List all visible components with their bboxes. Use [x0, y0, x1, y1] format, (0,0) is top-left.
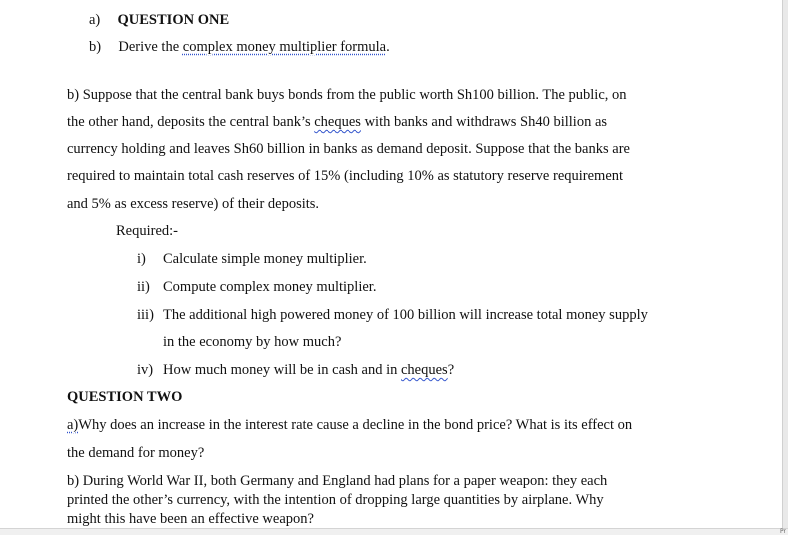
- vertical-scrollbar[interactable]: [782, 0, 788, 535]
- required-item-4-suffix: ?: [447, 362, 455, 378]
- item-b-label: b): [89, 39, 102, 55]
- required-item-4-text: How much money will be in cash and in: [163, 362, 401, 378]
- required-item-1-label: i): [137, 251, 146, 267]
- question-two-a-line-1: [67, 416, 632, 434]
- required-item-1-text: Calculate simple money multiplier.: [163, 251, 367, 267]
- required-item-3: [137, 306, 648, 324]
- question-two-b-line-3: might this have been an effective weapon?: [67, 511, 314, 527]
- required-item-2: [137, 278, 376, 296]
- question-two-a-label: a): [67, 417, 79, 433]
- question-two-b-line-1: b) During World War II, both Germany and England had plans for a paper weapon: they each: [67, 473, 608, 489]
- paragraph-line-5: and 5% as excess reserve) of their deposits.: [67, 196, 320, 212]
- paragraph-line-2: [67, 113, 607, 131]
- question-two-b-line-2: printed the other’s currency, with the intention of dropping large quantities by airplane. Why: [67, 492, 604, 508]
- required-item-4-label: iv): [137, 362, 154, 378]
- required-heading: Required:-: [116, 223, 179, 239]
- derive-suffix: .: [386, 39, 390, 55]
- corner-status-text: Pr: [780, 528, 786, 535]
- paragraph-line-2a: the other hand, deposits the central bank’s: [67, 114, 315, 130]
- question-two-a-line-2: the demand for money?: [67, 445, 205, 461]
- paragraph-line-3: currency holding and leaves Sh60 billion in banks as demand deposit. Suppose that the banks are: [67, 141, 630, 157]
- horizontal-scrollbar[interactable]: [0, 528, 788, 535]
- required-item-2-text: Compute complex money multiplier.: [163, 279, 377, 295]
- paragraph-line-1: b) Suppose that the central bank buys bonds from the public worth Sh100 billion. The public, on: [67, 87, 627, 103]
- required-item-3-text: The additional high powered money of 100 billion will increase total money supply: [163, 307, 648, 323]
- required-item-1: [137, 250, 367, 268]
- paragraph-line-2c: with banks and withdraws Sh40 billion as: [360, 114, 608, 130]
- derive-line: [89, 38, 390, 56]
- required-item-3-label: iii): [137, 307, 154, 323]
- required-item-4: [137, 361, 454, 379]
- question-two-heading: QUESTION TWO: [67, 389, 183, 405]
- derive-prefix: Derive the: [118, 39, 183, 55]
- question-one-heading: QUESTION ONE: [117, 12, 230, 28]
- item-a-label: a): [89, 12, 101, 28]
- paragraph-line-4: required to maintain total cash reserves of 15% (including 10% as statutory reserve requirement: [67, 168, 624, 184]
- required-item-2-label: ii): [137, 279, 150, 295]
- derive-formula-text: complex money multiplier formula: [182, 39, 387, 55]
- question-two-a-text: Why does an increase in the interest rate cause a decline in the bond price? What is its effect on: [78, 417, 633, 433]
- required-item-4-cheques: cheques: [401, 362, 448, 378]
- required-item-3-continued: in the economy by how much?: [163, 334, 342, 350]
- cheques-word: cheques: [314, 114, 361, 130]
- question-one-line: [89, 11, 229, 29]
